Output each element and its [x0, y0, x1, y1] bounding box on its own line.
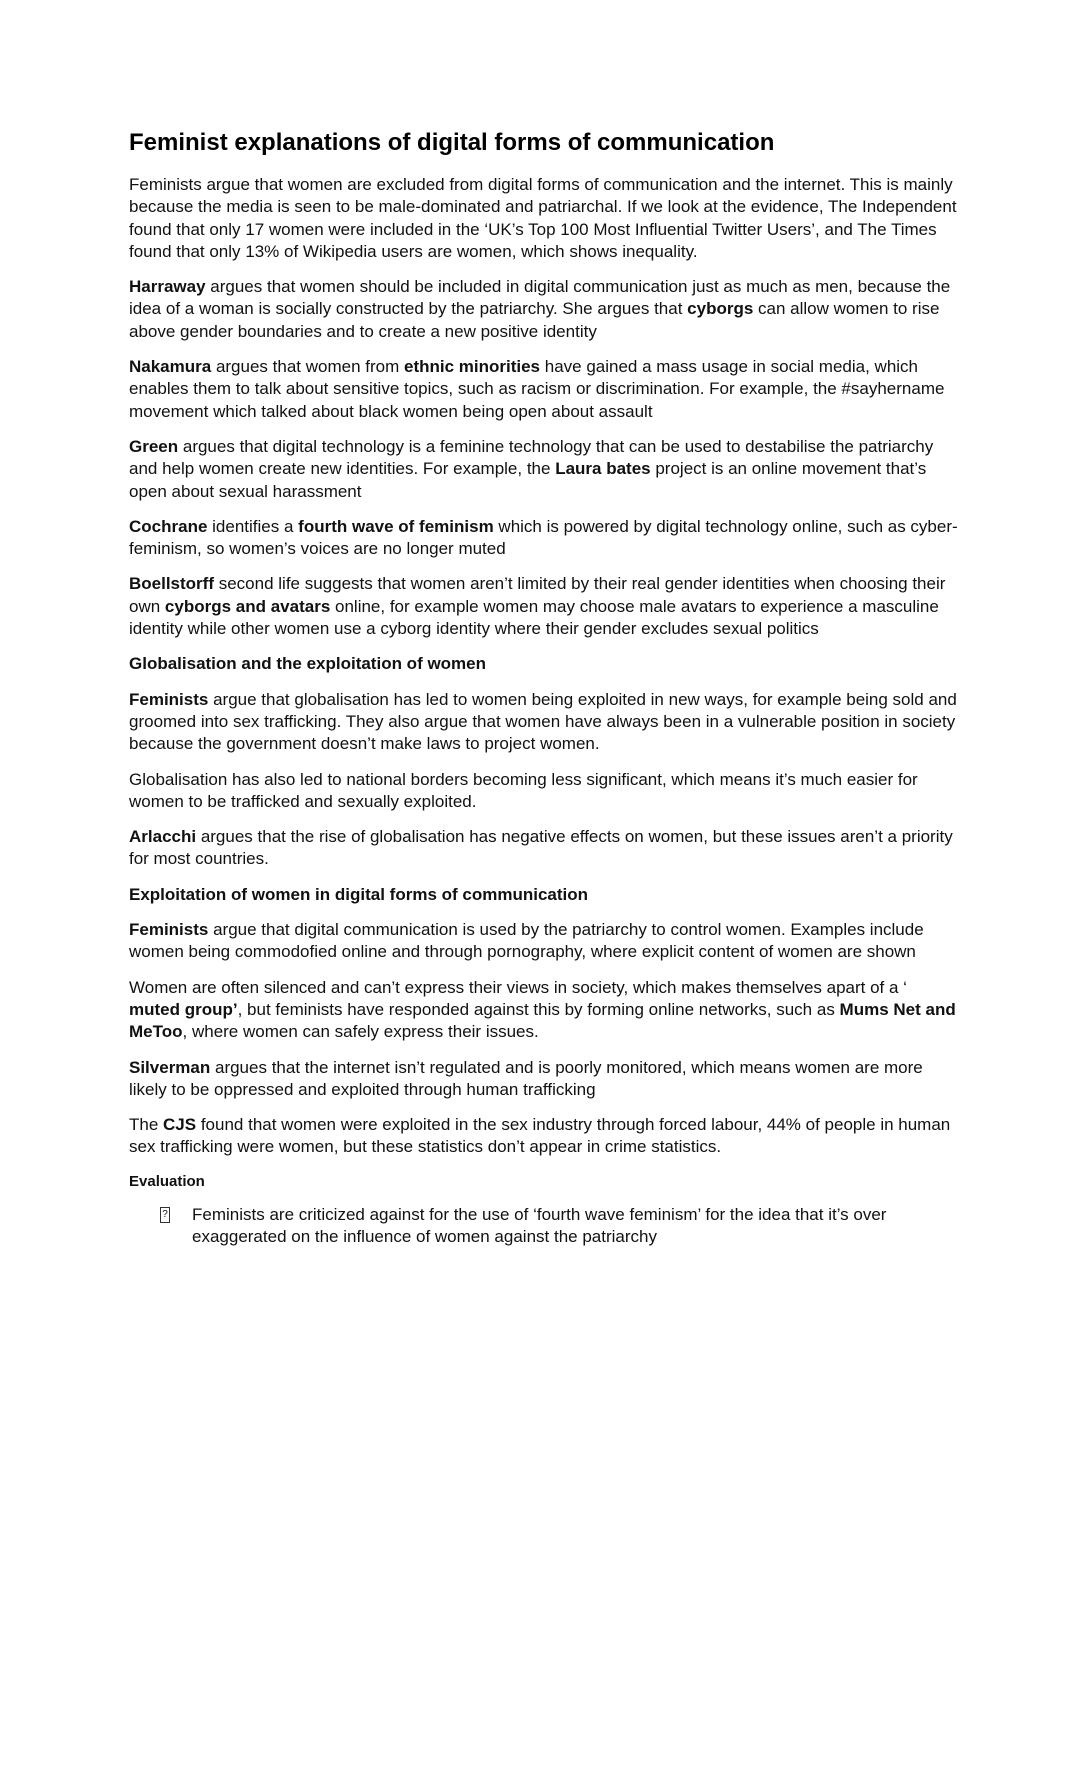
- key-term: muted group’: [129, 999, 238, 1019]
- paragraph-text: argue that digital communication is used by the patriarchy to control women. Examples include women being commodofied online and through pornography, where explicit content of women are shown: [129, 920, 924, 962]
- paragraph-text: argues that women should be included in digital communication just as much as men, because the idea of a woman is socially constructed by the patriarchy. She argues that: [129, 277, 951, 319]
- key-term: cyborgs and avatars: [164, 596, 331, 616]
- section-heading-evaluation: Evaluation: [129, 1172, 205, 1190]
- green-paragraph: [129, 436, 959, 503]
- author-name: Cochrane: [129, 516, 208, 536]
- paragraph-text: have gained a mass usage in social media, which enables them to talk about sensitive topics, such as racism or discrimination. For example, the #sayhername movement which talked about black women being open about assault: [129, 357, 945, 421]
- paragraph-text: project is an online movement that’s open about sexual harassment: [129, 459, 927, 501]
- paragraph-text: Women are often silenced and can’t express their views in society, which makes themselves apart of a ‘: [129, 977, 907, 997]
- cjs-paragraph: [129, 1114, 959, 1159]
- evaluation-bullet-text: Feminists are criticized against for the use of ‘fourth wave feminism’ for the idea that it’s over exaggerated on the influence of women against the patriarchy: [192, 1204, 887, 1246]
- paragraph-text: , where women can safely express their issues.: [182, 1022, 539, 1042]
- key-term: Laura bates: [555, 459, 651, 479]
- evaluation-bullet-item: [129, 1204, 959, 1249]
- paragraph-text: , but feminists have responded against this by forming online networks, such as: [237, 999, 840, 1019]
- key-term: ethnic minorities: [403, 357, 541, 377]
- key-term: fourth wave of feminism: [298, 516, 494, 536]
- author-name: Arlacchi: [129, 827, 197, 847]
- author-name: Silverman: [129, 1057, 211, 1077]
- section-heading-exploitation: Exploitation of women in digital forms of communication: [129, 884, 589, 904]
- paragraph-text: argues that women from: [211, 357, 404, 377]
- author-name: Green: [129, 436, 179, 456]
- intro-paragraph: Feminists argue that women are excluded from digital forms of communication and the internet. This is mainly because the media is seen to be male-dominated and patriarchal. If we look at the evidence, The Independent found that only 17 women were included in the ‘UK’s Top 100 Most Influential Twitter Users’, and The Times found that only 13% of Wikipedia users are women, which shows inequality.: [129, 175, 957, 261]
- boellstorff-paragraph: [129, 573, 959, 640]
- nakamura-paragraph: [129, 356, 959, 423]
- feminists-digital-paragraph: [129, 919, 959, 964]
- muted-group-paragraph: [129, 977, 959, 1044]
- feminists-globalisation-paragraph: [129, 689, 959, 756]
- key-term: CJS: [163, 1115, 197, 1135]
- paragraph-text: second life suggests that women aren’t limited by their real gender identities when choosing their own: [129, 574, 946, 616]
- author-name: Boellstorff: [129, 574, 214, 594]
- key-term: cyborgs: [687, 299, 754, 319]
- author-name: Harraway: [129, 277, 206, 297]
- borders-paragraph: Globalisation has also led to national borders becoming less significant, which means it’s much easier for women to be trafficked and sexually exploited.: [129, 769, 918, 811]
- harraway-paragraph: [129, 276, 959, 343]
- paragraph-text: can allow women to rise above gender boundaries and to create a new positive identity: [129, 299, 940, 341]
- paragraph-text: which is powered by digital technology online, such as cyber-feminism, so women’s voices are no longer muted: [129, 516, 958, 559]
- paragraph-text: identifies a: [207, 516, 299, 536]
- missing-glyph-bullet-icon: ?: [160, 1207, 170, 1223]
- author-name: Feminists: [129, 920, 209, 940]
- cochrane-paragraph: [129, 516, 959, 561]
- paragraph-text: The: [129, 1115, 164, 1135]
- page-title: Feminist explanations of digital forms of communication: [129, 129, 775, 156]
- paragraph-text: argues that digital technology is a feminine technology that can be used to destabilise the patriarchy and help women create new identities. For example, the: [129, 436, 934, 479]
- silverman-paragraph: [129, 1057, 959, 1102]
- section-heading-globalisation: Globalisation and the exploitation of women: [129, 654, 487, 674]
- document-page: [129, 128, 959, 1248]
- paragraph-text: argues that the internet isn’t regulated and is poorly monitored, which means women are more likely to be oppressed and exploited through human trafficking: [129, 1057, 923, 1099]
- key-term: Mums Net and MeToo: [129, 999, 956, 1042]
- author-name: Feminists: [129, 689, 209, 709]
- paragraph-text: online, for example women may choose male avatars to experience a masculine identity while other women use a cyborg identity where their gender excludes sexual politics: [129, 596, 939, 639]
- author-name: Nakamura: [129, 357, 212, 377]
- paragraph-text: argue that globalisation has led to women being exploited in new ways, for example being sold and groomed into sex trafficking. They also argue that women have always been in a vulnerable position in society because the government doesn’t make laws to project women.: [129, 689, 957, 754]
- paragraph-text: argues that the rise of globalisation has negative effects on women, but these issues aren’t a priority for most countries.: [129, 827, 953, 869]
- paragraph-text: found that women were exploited in the sex industry through forced labour, 44% of people in human sex trafficking were women, but these statistics don’t appear in crime statistics.: [129, 1115, 951, 1157]
- arlacchi-paragraph: [129, 826, 959, 871]
